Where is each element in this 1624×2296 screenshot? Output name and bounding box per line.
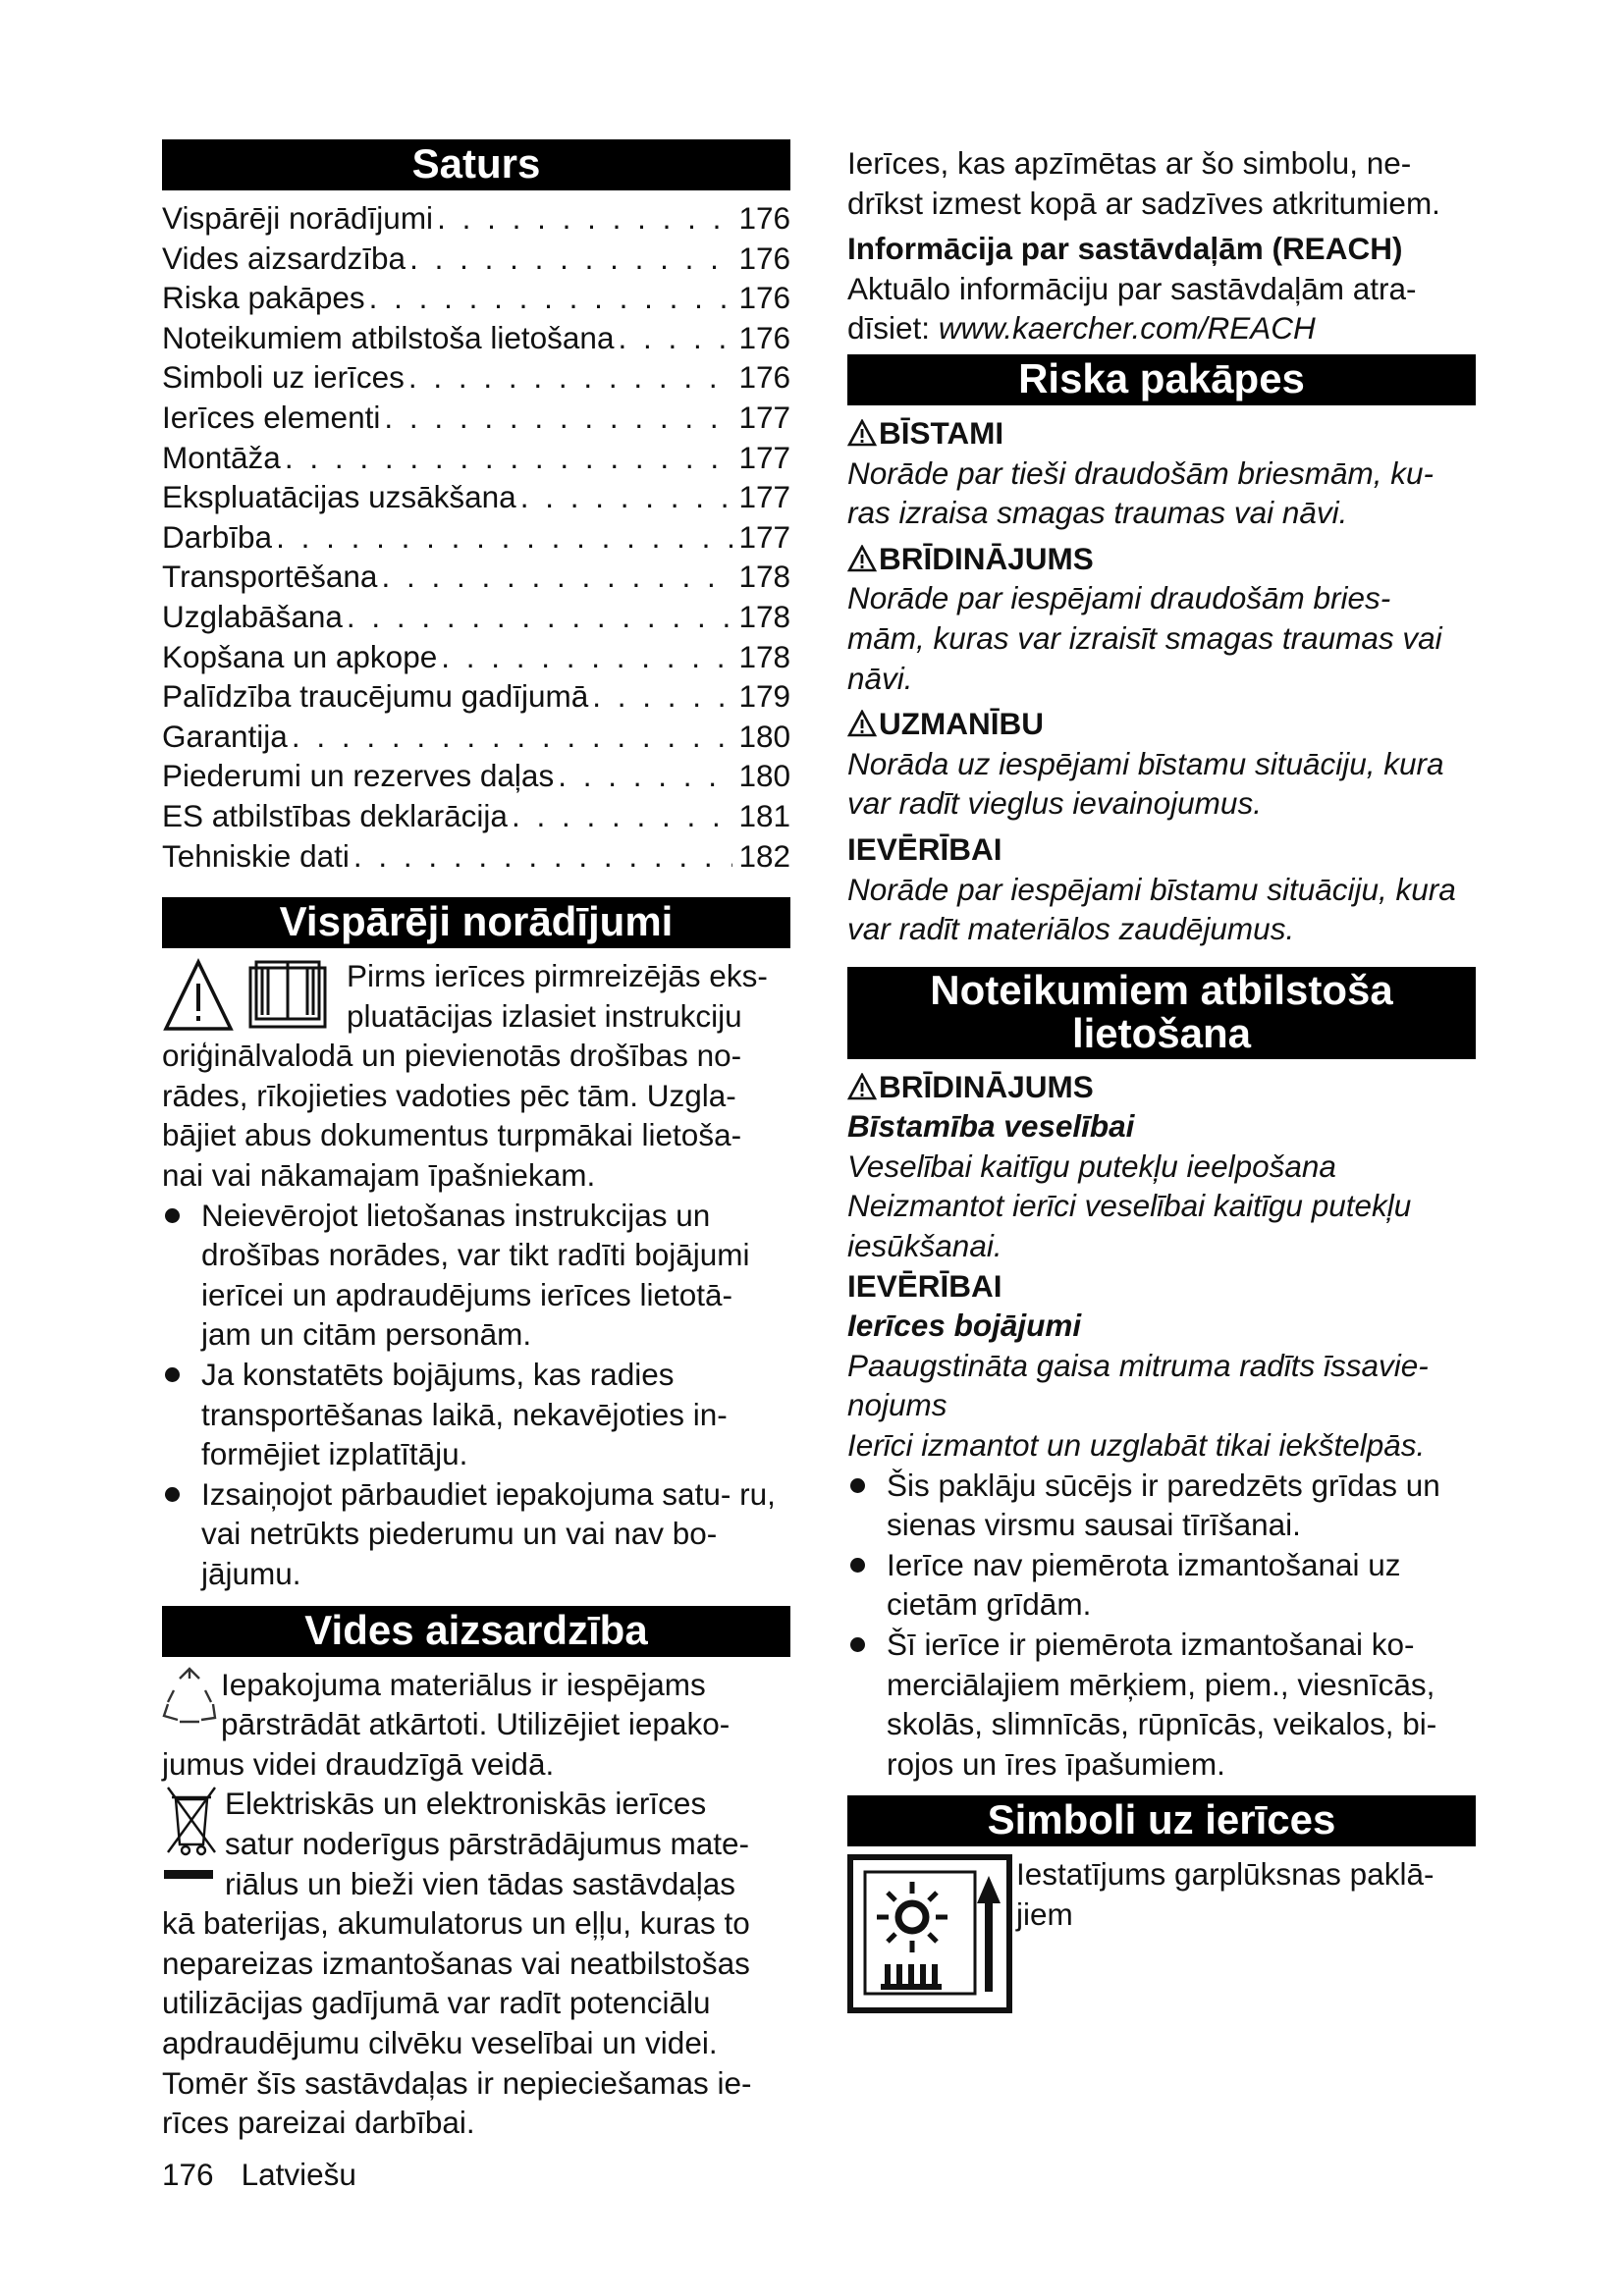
recycling-note: Iepakojuma materiālus ir iespējams pārstrādāt atkārtoti. Utilizējiet iepako- <box>162 1665 790 1744</box>
toc-item[interactable]: Ekspluatācijas uzsākšana . . . 177 <box>162 477 790 517</box>
intended-use-heading: Noteikumiem atbilstoša lietošana <box>847 967 1476 1059</box>
list-item: Ierīce nav piemērota izmantošanai uz cietām grīdām. <box>847 1545 1476 1625</box>
toc-item[interactable]: Kopšana un apkope . . . 178 <box>162 637 790 677</box>
toc-item[interactable]: Tehniskie dati . . . 182 <box>162 836 790 877</box>
list-item: Šī ierīce ir piemērota izmantošanai ko- merciālajiem mērķiem, piem., viesnīcās, skolās, slimnīcās, rūpnīcās, veikalos, bi- rojos un īres īpašumiem. <box>847 1625 1476 1784</box>
toc-item[interactable]: Montāža . . . 177 <box>162 438 790 478</box>
brush-height-icon <box>847 1854 1012 2013</box>
toc-item[interactable]: Garantija . . . 180 <box>162 717 790 757</box>
toc-item[interactable]: Transportēšana . . . 178 <box>162 557 790 597</box>
toc-item[interactable]: Palīdzība traucējumu gadījumā . . . 179 <box>162 676 790 717</box>
toc-item[interactable]: Riska pakāpes . . . 176 <box>162 278 790 318</box>
warning-triangle-icon <box>162 956 341 1035</box>
weee-text: kā baterijas, akumulatorus un eļļu, kuras to nepareizas izmantošanas vai neatbilstošas utilizācijas gadījumā var radīt potenciālu apdraudējumu cilvēku veselībai un videi. Tomēr šīs sastāvdaļas ir nepieciešamas ie- rīces pareizai darbībai. <box>162 1905 752 2141</box>
crossed-bin-icon <box>162 1784 221 1897</box>
language-label: Latviešu <box>241 2157 356 2192</box>
device-damage-action: Ierīci izmantot un uzglabāt tikai iekštelpās. <box>847 1427 1426 1464</box>
notice-text: Norāde par iespējami bīstamu situāciju, kura var radīt materiālos zaudējumus. <box>847 871 1456 947</box>
general-heading: Vispārēji norādījumi <box>162 897 790 948</box>
device-damage-text: Paaugstināta gaisa mitruma radīts īssavie- nojums <box>847 1347 1429 1423</box>
toc-item[interactable]: Uzglabāšana . . . 178 <box>162 597 790 637</box>
list-item: Izsaiņojot pārbaudiet iepakojuma satu- ru, vai netrūkts piederumu un vai nav bo- jājumu. <box>162 1474 790 1594</box>
reach-link[interactable]: www.kaercher.com/REACH <box>938 310 1316 347</box>
page-number: 176 <box>162 2157 214 2192</box>
reach-text: Aktuālo informāciju par sastāvdaļām atra- dīsiet: www.kaercher.com/REACH <box>847 270 1417 347</box>
recycling-text: jumus videi draudzīgā veidā. <box>162 1745 555 1782</box>
toc-item[interactable]: Darbība . . . 177 <box>162 517 790 558</box>
weee-note: Elektriskās un elektroniskās ierīces satur noderīgus pārstrādājumus mate- riālus un bieži vien tādas sastāvdaļas <box>162 1784 790 1903</box>
caution-label: UZMANĪBU <box>847 704 1476 744</box>
reach-heading: Informācija par sastāvdaļām (REACH) <box>847 231 1403 267</box>
toc-item[interactable]: Simboli uz ierīces . . . 176 <box>162 357 790 398</box>
toc-heading: Saturs <box>162 139 790 190</box>
warning-triangle-icon <box>847 419 877 447</box>
danger-text: Norāde par tieši draudošām briesmām, ku- ras izraisa smagas traumas vai nāvi. <box>847 454 1434 531</box>
warning-triangle-icon <box>847 710 877 737</box>
toc-item[interactable]: Ierīces elementi . . . 177 <box>162 398 790 438</box>
page-footer <box>162 2155 356 2194</box>
health-hazard-text: Veselībai kaitīgu putekļu ieelpošana <box>847 1148 1336 1184</box>
warning-label: BRĪDINĀJUMS <box>847 539 1476 579</box>
list-item: Neievērojot lietošanas instrukcijas un drošības norādes, var tikt radīti bojājumi ierīcei un apdraudējums ierīces lietotā- jam un citām personām. <box>162 1196 790 1355</box>
caution-text: Norāda uz iespējami bīstamu situāciju, kura var radīt vieglus ievainojumus. <box>847 745 1444 822</box>
general-intro: Pirms ierīces pirmreizējās eks- pluatācijas izlasiet instrukciju <box>162 956 790 1036</box>
manual-book-icon <box>250 962 325 1027</box>
risk-heading: Riska pakāpes <box>847 354 1476 405</box>
intended-notice-label: IEVĒRĪBAI <box>847 1267 1002 1304</box>
warning-text: Norāde par iespējami draudošām bries- mām, kuras var izraisīt smagas traumas vai nāvi. <box>847 580 1442 696</box>
environment-heading: Vides aizsardzība <box>162 1606 790 1657</box>
right-column <box>847 143 1476 2013</box>
left-column <box>162 139 790 2143</box>
health-hazard-title: Bīstamība veselībai <box>847 1108 1135 1145</box>
warning-manual-icons <box>162 956 341 1035</box>
disposal-note: Ierīces, kas apzīmētas ar šo simbolu, ne- drīkst izmest kopā ar sadzīves atkritumiem. <box>847 145 1440 221</box>
list-item: Šis paklāju sūcējs ir paredzēts grīdas un sienas virsmu sausai tīrīšanai. <box>847 1466 1476 1545</box>
danger-label: BĪSTAMI <box>847 413 1476 454</box>
toc-item[interactable]: Piederumi un rezerves daļas . . . 180 <box>162 756 790 796</box>
warning-triangle-icon <box>847 545 877 572</box>
notice-label: IEVĒRĪBAI <box>847 830 1002 867</box>
general-intro-text: oriģinālvalodā un pievienotās drošības no- rādes, rīkojieties vadoties pēc tām. Uzgla- bājiet abus dokumentus turpmākai lietoša- nai vai nākamajam īpašniekam. <box>162 1038 742 1194</box>
intended-warning-label: BRĪDINĀJUMS <box>847 1067 1476 1107</box>
toc-item[interactable]: Vispārēji norādījumi . . . 176 <box>162 198 790 239</box>
health-hazard-action: Neizmantot ierīci veselībai kaitīgu putekļu iesūkšanai. <box>847 1188 1412 1264</box>
symbols-heading: Simboli uz ierīces <box>847 1795 1476 1846</box>
toc-item[interactable]: Noteikumiem atbilstoša lietošana . . . 176 <box>162 318 790 358</box>
toc-item[interactable]: ES atbilstības deklarācija . . . 181 <box>162 796 790 836</box>
brush-setting-note: Iestatījums garplūksnas paklā- jiem <box>847 1854 1476 2013</box>
device-damage-title: Ierīces bojājumi <box>847 1308 1082 1344</box>
list-item: Ja konstatēts bojājums, kas radies transportēšanas laikā, nekavējoties in- formējiet izplatītāju. <box>162 1355 790 1474</box>
warning-triangle-icon <box>847 1073 877 1100</box>
toc-list <box>162 198 790 876</box>
recycling-icon <box>162 1665 217 1734</box>
toc-item[interactable]: Vides aizsardzība . . . 176 <box>162 239 790 279</box>
